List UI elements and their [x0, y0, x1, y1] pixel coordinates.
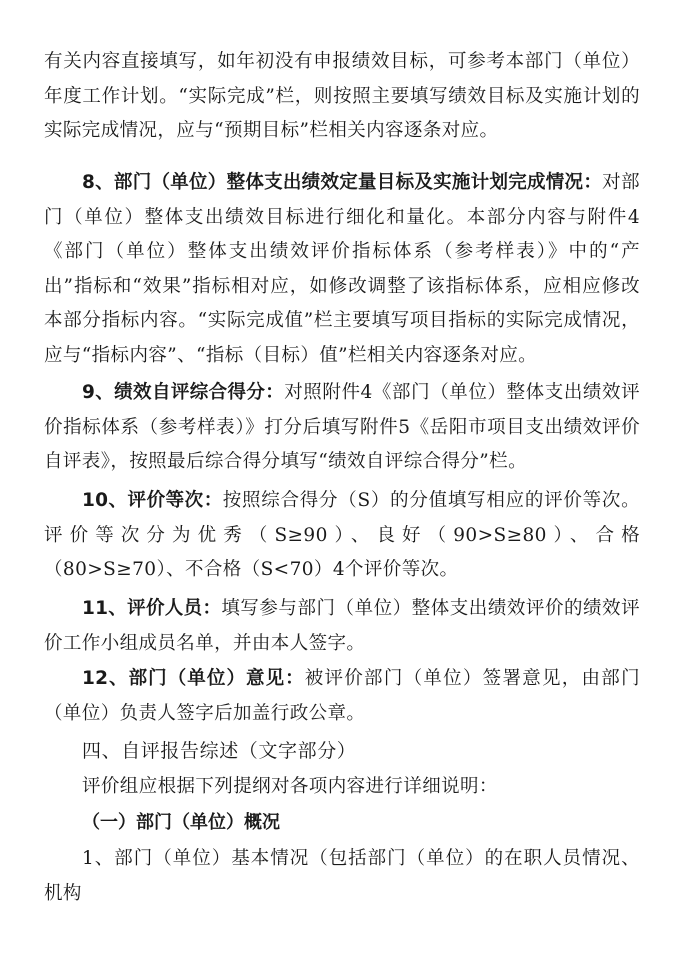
paragraph-intro: 有关内容直接填写，如年初没有申报绩效目标，可参考本部门（单位）年度工作计划。“实际完成”栏，则按照主要填写绩效目标及实施计划的实际完成情况，应与“预期目标”栏相关内容逐条对应。: [44, 51, 640, 141]
subsection-1-heading: （一）部门（单位）概况: [82, 812, 280, 833]
item-12-text: 被评价部门（单位）签署意见，由部门（单位）负责人签字后加盖行政公章。: [44, 668, 640, 724]
item-8-text: 对部门（单位）整体支出绩效目标进行细化和量化。本部分内容与附件4《部门（单位）整体支出绩效评价指标体系（参考样表）》中的“产出”指标和“效果”指标相对应，如修改调整了该指标体系，应相应修改本部分指标内容。“实际完成值”栏主要填写项目指标的实际完成情况，应与“指标内容”、“指标（目标）值”栏相关内容逐条对应。: [44, 172, 640, 366]
paragraph-item-11: [44, 592, 640, 661]
item-10-lead: 10、评价等次：: [82, 490, 223, 511]
paragraph-item-10: [44, 484, 640, 588]
paragraph-item-8: [44, 166, 640, 373]
item-9-text: 对照附件4《部门（单位）整体支出绩效评价指标体系（参考样表）》打分后填写附件5《岳阳市项目支出绩效评价自评表》，按照最后综合得分填写“绩效自评综合得分”栏。: [44, 382, 641, 472]
item-8-lead: 8、部门（单位）整体支出绩效定量目标及实施计划完成情况：: [82, 172, 603, 193]
section-4-intro: 评价组应根据下列提纲对各项内容进行详细说明：: [82, 776, 498, 797]
item-11-lead: 11、评价人员：: [82, 598, 222, 619]
item-9-lead: 9、绩效自评综合得分：: [82, 382, 285, 403]
section-4-heading: 四、自评报告综述（文字部分）: [82, 740, 357, 762]
paragraph-item-12: [44, 662, 640, 731]
item-12-lead: 12、部门（单位）意见：: [82, 668, 305, 689]
item-11-text: 填写参与部门（单位）整体支出绩效评价的绩效评价工作小组成员名单，并由本人签字。: [44, 598, 640, 654]
item-10-text: 按照综合得分（S）的分值填写相应的评价等次。评价等次分为优秀（S≥90）、良好（90>S≥80）、合格（80>S≥70）、不合格（S<70）4个评价等次。: [44, 490, 640, 580]
paragraph-item-9: [44, 376, 640, 480]
paragraph-last: 1、部门（单位）基本情况（包括部门（单位）的在职人员情况、机构: [44, 848, 640, 904]
